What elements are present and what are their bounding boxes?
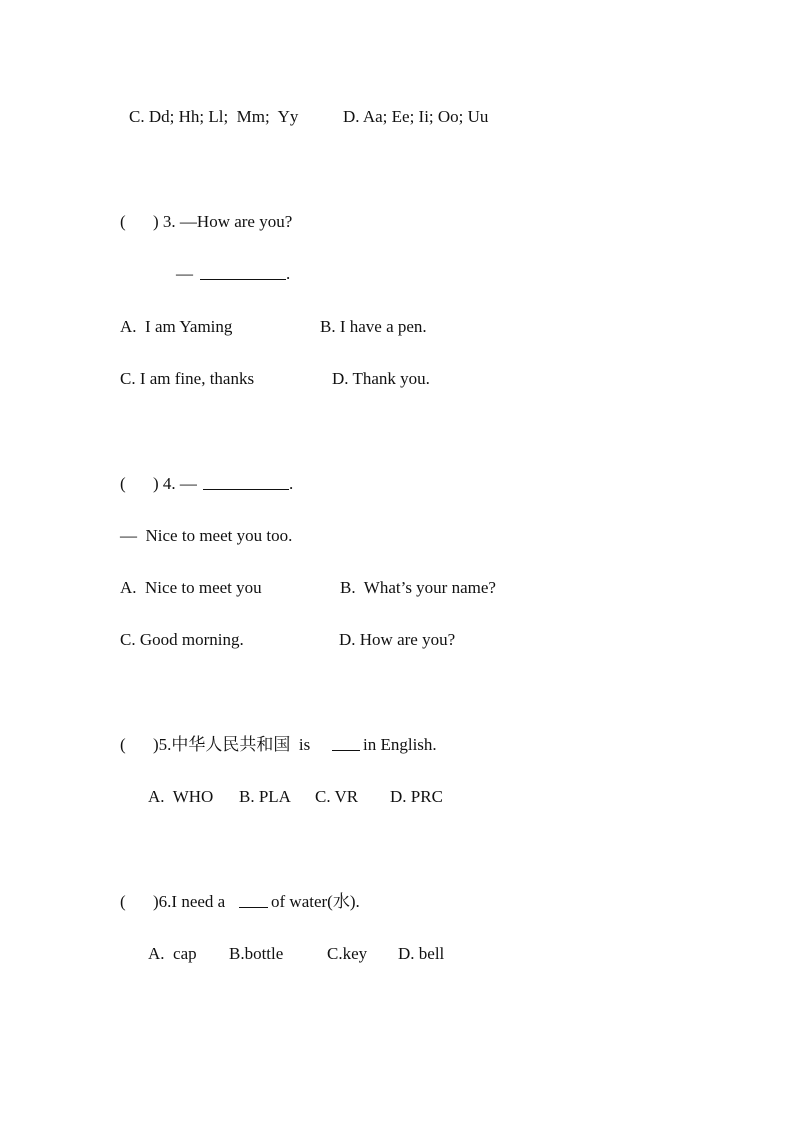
q6-question-text-end: of water(水). (271, 892, 360, 911)
q5-answer-bracket-open: ( (120, 735, 126, 754)
q4-options-ab-row (0, 578, 794, 598)
q2-option-c: C. Dd; Hh; Ll; Mm; Yy (129, 107, 299, 126)
q5-question-text-end: in English. (363, 735, 437, 754)
q5-stem (0, 735, 794, 755)
q4-stem (0, 474, 794, 494)
q4-reply-line (0, 526, 794, 546)
q4-question-text: ) 4. — (153, 474, 197, 493)
q3-stem (0, 212, 794, 232)
q6-answer-bracket-open: ( (120, 892, 126, 911)
q5-answer-blank[interactable] (332, 735, 360, 756)
q3-answer-bracket-open: ( (120, 212, 126, 231)
q2-options-cd-row (0, 107, 794, 127)
q6-option-c: C.key (327, 944, 368, 963)
q4-option-b: B. What’s your name? (340, 578, 496, 597)
q2-option-d: D. Aa; Ee; Ii; Oo; Uu (343, 107, 489, 126)
q4-option-a: A. Nice to meet you (120, 578, 262, 597)
q3-option-a: A. I am Yaming (120, 317, 233, 336)
q3-answer-dash: — (176, 264, 193, 283)
q3-option-d: D. Thank you. (332, 369, 430, 388)
q3-option-b: B. I have a pen. (320, 317, 427, 336)
q5-option-b: B. PLA (239, 787, 291, 806)
q5-option-c: C. VR (315, 787, 359, 806)
q4-reply-text: — Nice to meet you too. (120, 526, 293, 545)
q4-stem-period: . (289, 474, 294, 493)
q5-question-text-start: )5.中华人民共和国 is (153, 735, 311, 754)
q4-answer-blank[interactable] (203, 474, 289, 495)
q6-answer-blank[interactable] (239, 892, 268, 913)
q3-option-c: C. I am fine, thanks (120, 369, 255, 388)
q3-options-cd-row (0, 369, 794, 389)
q6-options-row (0, 944, 794, 964)
q4-option-c: C. Good morning. (120, 630, 244, 649)
q3-question-text: ) 3. —How are you? (153, 212, 293, 231)
q6-option-a: A. cap (148, 944, 197, 963)
q3-answer-line (0, 264, 794, 284)
q5-option-d: D. PRC (390, 787, 443, 806)
q4-options-cd-row (0, 630, 794, 650)
q3-answer-period: . (286, 264, 291, 283)
q6-option-d: D. bell (398, 944, 445, 963)
q6-option-b: B.bottle (229, 944, 284, 963)
q5-options-row (0, 787, 794, 807)
q4-option-d: D. How are you? (339, 630, 456, 649)
q3-answer-blank[interactable] (200, 264, 286, 285)
q6-question-text-start: )6.I need a (153, 892, 226, 911)
q5-option-a: A. WHO (148, 787, 214, 806)
q6-stem (0, 892, 794, 912)
q4-answer-bracket-open: ( (120, 474, 126, 493)
q3-options-ab-row (0, 317, 794, 337)
